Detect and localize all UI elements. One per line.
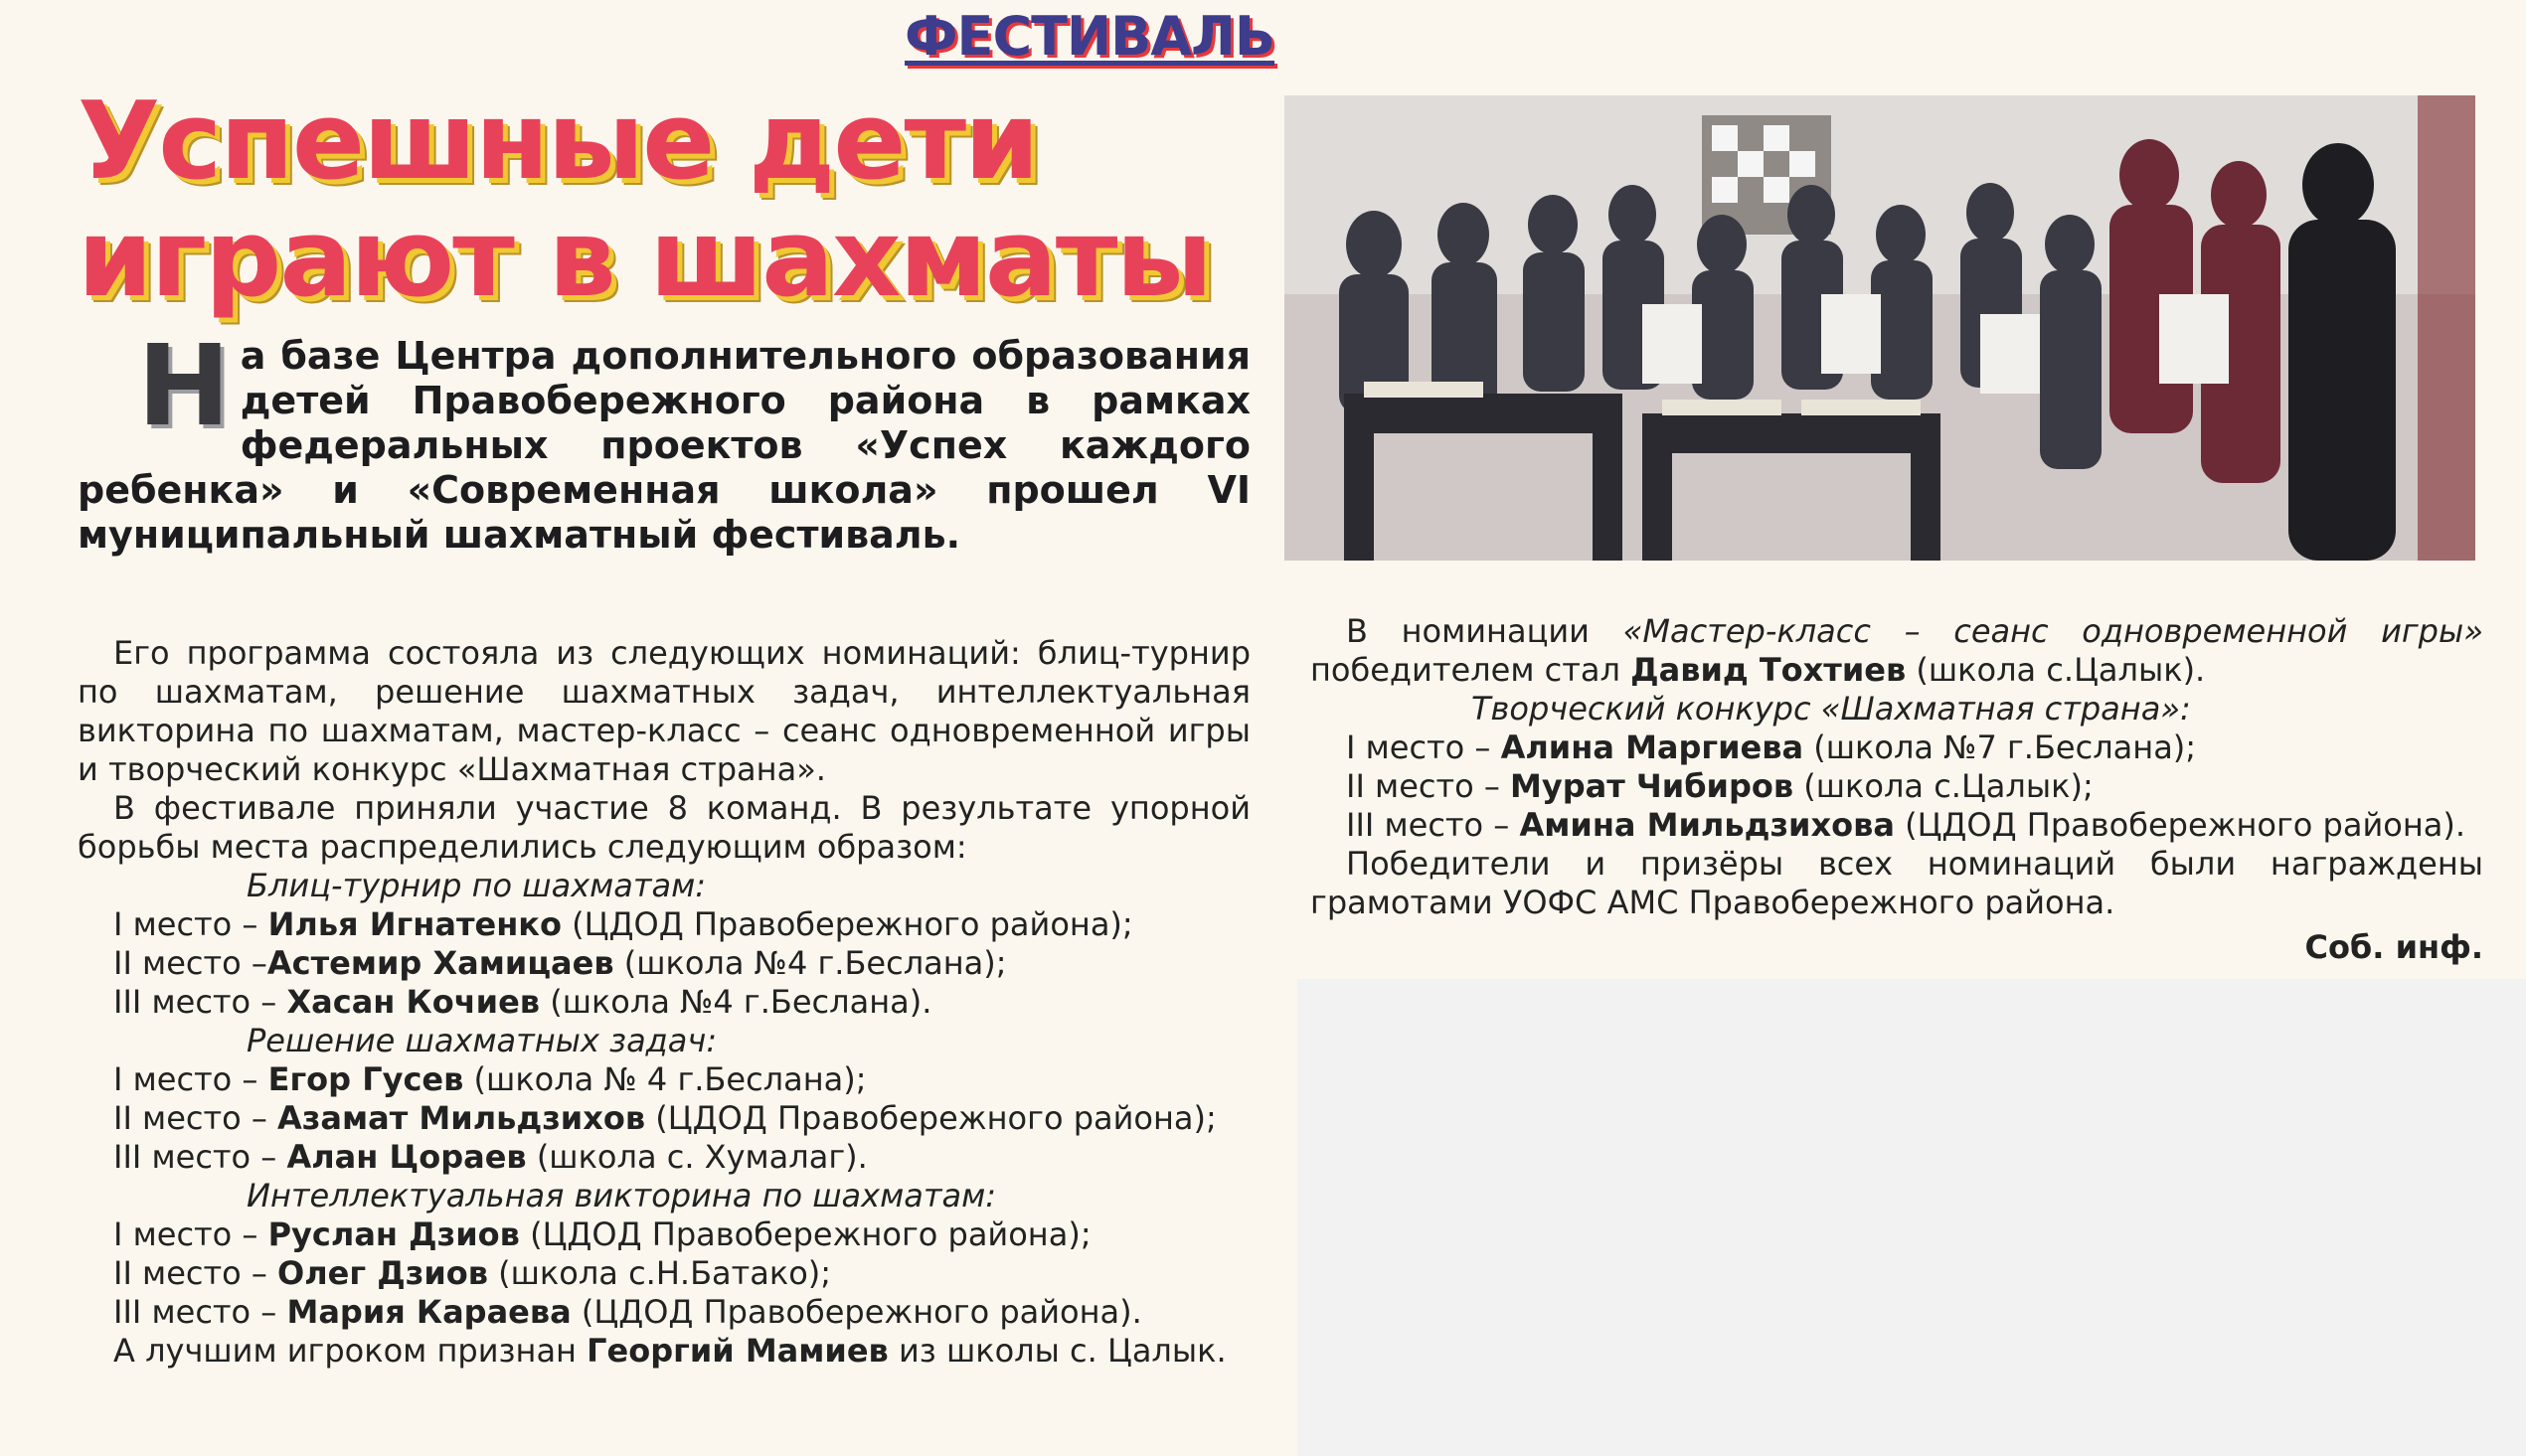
winner-org: (школа с.Цалык); <box>1793 767 2094 805</box>
group-photo-illustration <box>1284 95 2475 561</box>
place-label: I место – <box>113 1215 268 1253</box>
chess-festival-photo <box>1284 95 2475 561</box>
drop-cap: Н <box>137 322 231 451</box>
best-player <box>78 1332 1251 1371</box>
winner-name: Хасан Кочиев <box>286 983 541 1021</box>
winner-org: (школа №7 г.Беслана); <box>1803 728 2197 766</box>
place-label: II место – <box>113 944 267 982</box>
article-column-right <box>1310 612 2483 967</box>
winner-name: Руслан Дзиов <box>267 1215 520 1253</box>
blitz-place-2 <box>78 944 1251 983</box>
creative-title: Творческий конкурс «Шахматная страна»: <box>1471 690 2191 728</box>
place-label: I место – <box>1346 728 1501 766</box>
place-label: III место – <box>113 1138 287 1176</box>
winner-name: Мария Караева <box>286 1293 572 1331</box>
creative-place-1 <box>1310 728 2483 767</box>
winner-name: Олег Дзиов <box>277 1254 488 1292</box>
winner-name: Илья Игнатенко <box>267 905 562 943</box>
tasks-place-2 <box>78 1099 1251 1138</box>
master-class-paragraph <box>1310 612 2483 690</box>
winner-org: (школа № 4 г.Беслана); <box>463 1060 867 1098</box>
winner-org: (ЦДОД Правобережного района). <box>1894 806 2465 844</box>
blitz-place-1 <box>78 905 1251 944</box>
master-post: (школа с.Цалык). <box>1906 651 2206 689</box>
winner-name: Астемир Хамицаев <box>266 944 614 982</box>
tasks-place-3 <box>78 1138 1251 1177</box>
section-rubric: ФЕСТИВАЛЬ <box>905 5 1275 68</box>
winner-org: (ЦДОД Правобережного района); <box>562 905 1133 943</box>
place-label: III место – <box>113 983 287 1021</box>
best-pre: А лучшим игроком признан <box>113 1332 588 1370</box>
teams-paragraph: В фестивале приняли участие 8 команд. В результате упорной борьбы места распределились следующим образом: <box>78 789 1251 866</box>
headline-line-2: играют в шахматы <box>78 197 1212 321</box>
creative-place-3 <box>1310 806 2483 845</box>
master-mid: победителем стал <box>1310 651 1631 689</box>
article-column-left <box>78 634 1251 1371</box>
place-label: II место – <box>113 1254 278 1292</box>
blank-area <box>1297 979 2526 1456</box>
quiz-place-1 <box>78 1215 1251 1254</box>
lead-text: а базе Центра дополнительного образования детей Правобережного района в рамках федеральных проектов «Успех каждого ребенка» и «Современная школа» прошел VI муниципальный шахматный фестиваль. <box>78 334 1251 557</box>
best-post: из школы с. Цалык. <box>888 1332 1227 1370</box>
master-winner: Давид Тохтиев <box>1630 651 1907 689</box>
winner-name: Амина Мильдзихова <box>1519 806 1895 844</box>
place-label: I место – <box>113 905 268 943</box>
quiz-title: Интеллектуальная викторина по шахматам: <box>247 1177 996 1214</box>
final-paragraph: Победители и призёры всех номинаций были награждены грамотами УОФС АМС Правобережного района. <box>1310 845 2483 921</box>
place-label: II место – <box>113 1099 278 1137</box>
winner-name: Мурат Чибиров <box>1510 767 1794 805</box>
winner-org: (школа №4 г.Беслана). <box>540 983 932 1021</box>
winner-name: Азамат Мильдзихов <box>277 1099 646 1137</box>
winner-org: (школа №4 г.Беслана); <box>613 944 1007 982</box>
master-pre: В номинации <box>1346 612 1623 650</box>
place-label: I место – <box>113 1060 268 1098</box>
article-author: Соб. инф. <box>2304 928 2483 966</box>
winner-org: (школа с. Хумалаг). <box>526 1138 868 1176</box>
blitz-place-3 <box>78 983 1251 1022</box>
master-nomination: «Мастер-класс – сеанс одновременной игры» <box>1622 612 2484 650</box>
quiz-place-2 <box>78 1254 1251 1293</box>
winner-org: (ЦДОД Правобережного района). <box>571 1293 1142 1331</box>
winner-org: (ЦДОД Правобережного района); <box>519 1215 1092 1253</box>
place-label: III место – <box>113 1293 287 1331</box>
winner-name: Егор Гусев <box>267 1060 464 1098</box>
tasks-place-1 <box>78 1060 1251 1099</box>
winner-name: Алина Маргиева <box>1500 728 1804 766</box>
winner-org: (школа с.Н.Батако); <box>487 1254 832 1292</box>
article-headline <box>78 80 1280 321</box>
article-lead <box>78 322 1251 558</box>
quiz-place-3 <box>78 1293 1251 1332</box>
program-paragraph: Его программа состояла из следующих номинаций: блиц-турнир по шахматам, решение шахматных задач, интеллектуальная викторина по шахматам, мастер-класс – сеанс одновременной игры и творческий конкурс «Шахматная страна». <box>78 634 1251 788</box>
winner-name: Алан Цораев <box>286 1138 527 1176</box>
winner-org: (ЦДОД Правобережного района); <box>645 1099 1217 1137</box>
place-label: II место – <box>1346 767 1511 805</box>
place-label: III место – <box>1346 806 1520 844</box>
blitz-title: Блиц-турнир по шахматам: <box>247 867 707 904</box>
headline-line-1: Успешные дети <box>78 80 1038 204</box>
best-name: Георгий Мамиев <box>587 1332 889 1370</box>
tasks-title: Решение шахматных задач: <box>247 1022 718 1059</box>
creative-place-2 <box>1310 767 2483 806</box>
